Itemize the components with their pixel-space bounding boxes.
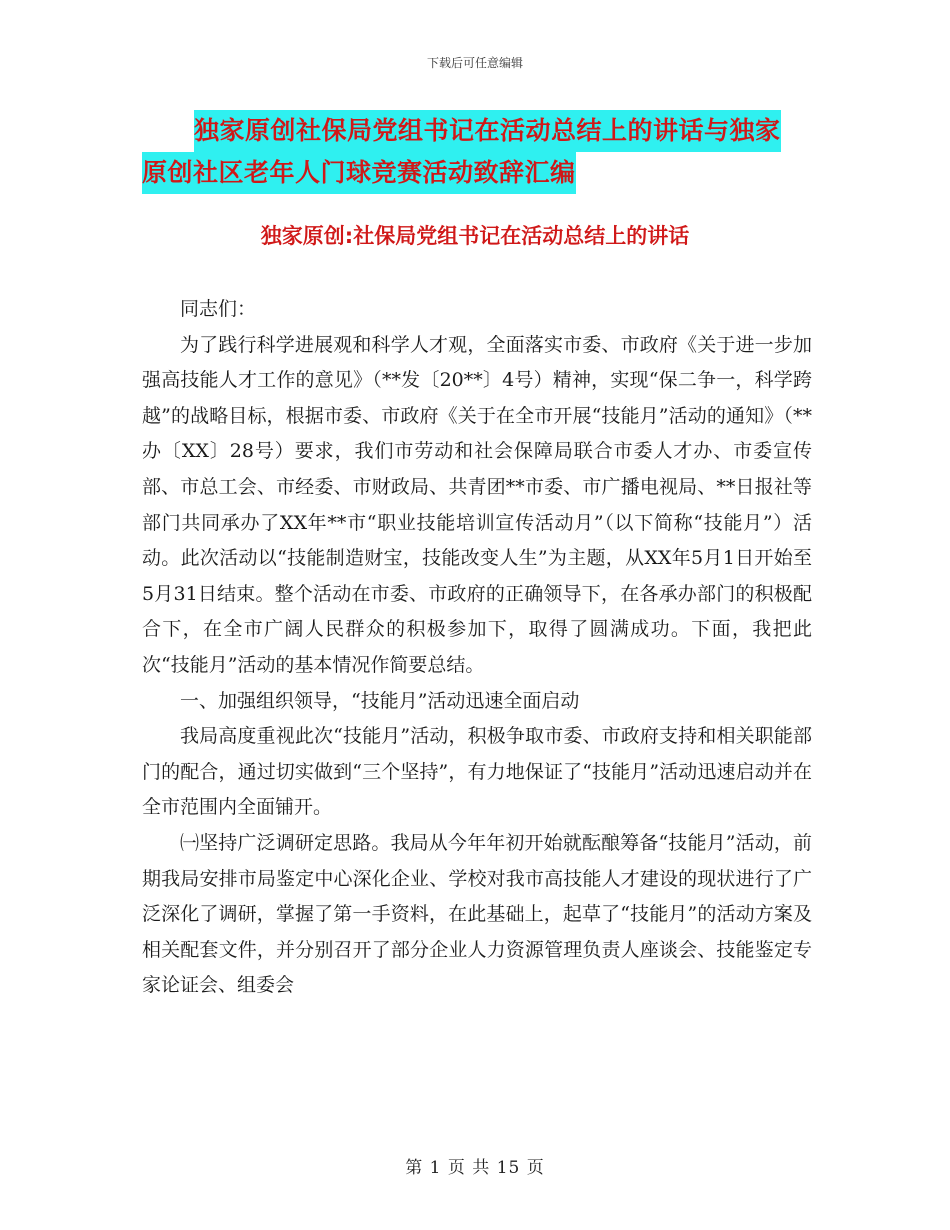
salutation: 同志们： [180, 298, 257, 320]
header-note: 下载后可任意编辑 [426, 56, 523, 70]
page-number: 第 1 页 共 15 页 [405, 1158, 545, 1178]
paragraph: ㈠坚持广泛调研定思路。我局从今年年初开始就酝酿筹备“技能月”活动，前期我局安排市局鉴定中心深化企业、学校对我市高技能人才建设的现状进行了广泛深化了调研，掌握了第一手资料，在此基础上，起草了“技能月”的活动方案及相关配套文件，并分别召开了部分企业人力资源管理负责人座谈会、技能鉴定专家论证会、组委会 [142, 831, 812, 997]
title-line-2: 原创社区老年人门球竞赛活动致辞汇编 [142, 152, 576, 194]
section-heading: 独家原创:社保局党组书记在活动总结上的讲话 [260, 224, 690, 248]
title-line-1: 独家原创社保局党组书记在活动总结上的讲话与独家 [194, 110, 781, 152]
subheading: 一、加强组织领导，“技能月”活动迅速全面启动 [180, 689, 580, 712]
paragraph: 我局高度重视此次“技能月”活动，积极争取市委、市政府支持和相关职能部门的配合，通过切实做到“三个坚持”，有力地保证了“技能月”活动迅速启动并在全市范围内全面铺开。 [142, 725, 812, 819]
document-body [142, 292, 812, 1004]
paragraph: 为了践行科学进展观和科学人才观，全面落实市委、市政府《关于进一步加强高技能人才工作的意见》（**发〔20**〕4号）精神，实现“保二争一，科学跨越”的战略目标，根据市委、市政府《关于在全市开展“技能月”活动的通知》（**办〔XX〕28号）要求，我们市劳动和社会保障局联合市委人才办、市委宣传部、市总工会、市经委、市财政局、共青团**市委、市广播电视局、**日报社等部门共同承办了XX年**市“职业技能培训宣传活动月”（以下简称“技能月”）活动。此次活动以“技能制造财宝，技能改变人生”为主题，从XX年5月1日开始至5月31日结束。整个活动在市委、市政府的正确领导下，在各承办部门的积极配合下，在全市广阔人民群众的积极参加下，取得了圆满成功。下面，我把此次“技能月”活动的基本情况作简要总结。 [142, 333, 812, 676]
document-title [142, 110, 812, 194]
